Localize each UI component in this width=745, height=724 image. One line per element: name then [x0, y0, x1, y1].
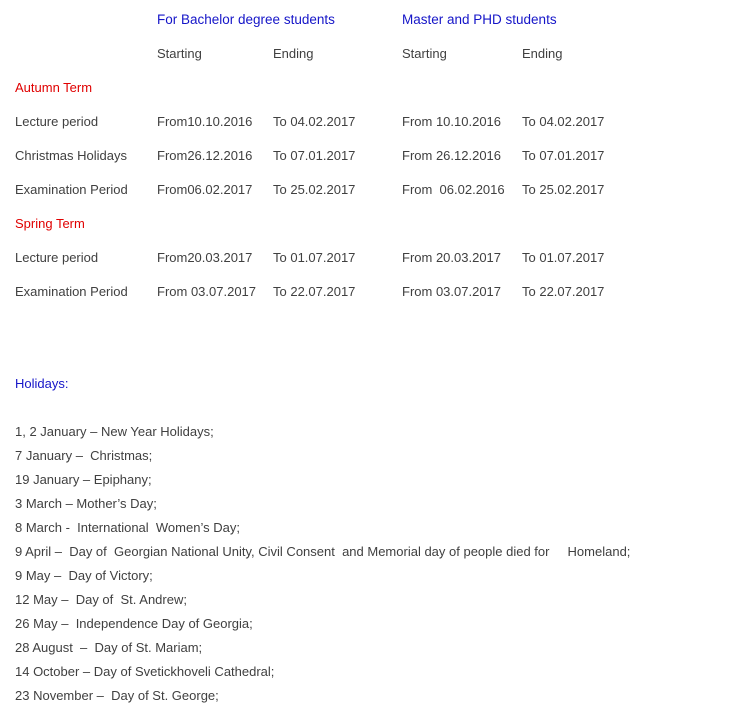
column-header-starting: Starting	[402, 46, 447, 61]
column-header-ending: Ending	[522, 46, 563, 61]
holiday-item: 19 January – Epiphany;	[15, 472, 152, 487]
holiday-item: 28 August – Day of St. Mariam;	[15, 640, 203, 655]
term-heading-autumn: Autumn Term	[15, 80, 93, 95]
table-cell: From 03.07.2017	[157, 284, 257, 299]
table-cell: From 03.07.2017	[402, 284, 502, 299]
table-cell: To 04.02.2017	[273, 114, 356, 129]
table-cell: To 25.02.2017	[522, 182, 605, 197]
bachelor-heading: For Bachelor degree students	[157, 12, 335, 27]
table-cell: To 07.01.2017	[522, 148, 605, 163]
term-heading-spring: Spring Term	[15, 216, 85, 231]
table-cell: To 07.01.2017	[273, 148, 356, 163]
table-cell: To 01.07.2017	[522, 250, 605, 265]
table-cell: To 22.07.2017	[522, 284, 605, 299]
table-cell: From 26.12.2016	[402, 148, 502, 163]
table-cell: From26.12.2016	[157, 148, 253, 163]
row-label: Christmas Holidays	[15, 148, 127, 163]
holiday-item: 9 April – Day of Georgian National Unity, Civil Consent and Memorial day of people died for Homeland;	[15, 544, 631, 559]
column-header-ending: Ending	[273, 46, 314, 61]
table-cell: To 01.07.2017	[273, 250, 356, 265]
master-heading: Master and PHD students	[402, 12, 557, 27]
holidays-heading: Holidays:	[15, 376, 69, 391]
row-label: Lecture period	[15, 114, 99, 129]
table-cell: To 04.02.2017	[522, 114, 605, 129]
holiday-item: 12 May – Day of St. Andrew;	[15, 592, 187, 607]
holiday-item: 14 October – Day of Svetickhoveli Cathedral;	[15, 664, 275, 679]
table-cell: To 22.07.2017	[273, 284, 356, 299]
row-label: Examination Period	[15, 284, 128, 299]
holiday-item: 1, 2 January – New Year Holidays;	[15, 424, 214, 439]
holiday-item: 8 March - International Women’s Day;	[15, 520, 240, 535]
table-cell: To 25.02.2017	[273, 182, 356, 197]
holiday-item: 3 March – Mother’s Day;	[15, 496, 157, 511]
table-cell: From20.03.2017	[157, 250, 253, 265]
table-cell: From06.02.2017	[157, 182, 253, 197]
holiday-item: 7 January – Christmas;	[15, 448, 153, 463]
table-cell: From 20.03.2017	[402, 250, 502, 265]
holiday-item: 9 May – Day of Victory;	[15, 568, 153, 583]
row-label: Examination Period	[15, 182, 128, 197]
table-cell: From 10.10.2016	[402, 114, 502, 129]
column-header-starting: Starting	[157, 46, 202, 61]
holiday-item: 26 May – Independence Day of Georgia;	[15, 616, 253, 631]
holiday-item: 23 November – Day of St. George;	[15, 688, 219, 703]
table-cell: From10.10.2016	[157, 114, 253, 129]
table-cell: From 06.02.2016	[402, 182, 505, 197]
row-label: Lecture period	[15, 250, 99, 265]
